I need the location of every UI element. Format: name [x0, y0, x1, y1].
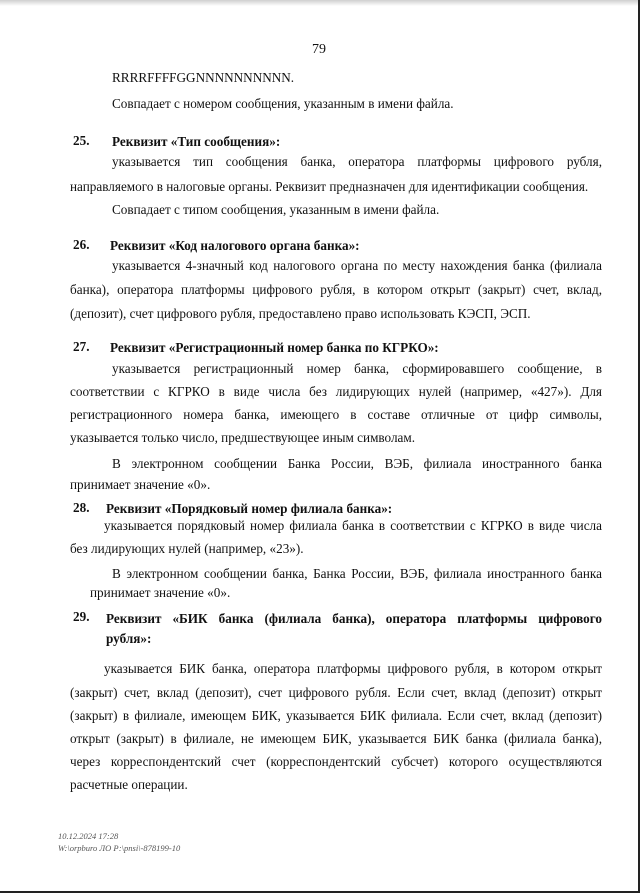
- paragraph-line: указывается регистрационный номер банка, сформировавшего сообщение, в: [112, 361, 602, 376]
- section-title-continued: рубля»:: [106, 631, 152, 646]
- section-title: Реквизит «Порядковый номер филиала банка»:: [106, 501, 393, 516]
- paragraph-line: указывается 4-значный код налогового органа по месту нахождения банка (филиала: [112, 258, 602, 273]
- section-title: Реквизит «Код налогового органа банка»:: [110, 238, 360, 253]
- paragraph-line: (депозит), счет цифрового рубля, предоставлено право использовать КЭСП, ЭСП.: [70, 306, 531, 321]
- paragraph-line: расчетные операции.: [70, 777, 188, 792]
- paragraph-line: указывается порядковый номер филиала банка в соответствии с КГРКО в виде числа: [104, 518, 602, 533]
- section-title: Реквизит «Тип сообщения»:: [112, 134, 281, 149]
- footer-timestamp: 10.12.2024 17:28: [58, 831, 119, 841]
- paragraph-line: (закрыт) счет, вклад (депозит), счет цифрового рубля. Если счет, вклад (депозит) открыт: [70, 685, 602, 700]
- section-number: 28.: [73, 500, 90, 515]
- paragraph-line: без лидирующих нулей (например, «23»).: [70, 541, 304, 556]
- section-number: 29.: [73, 609, 90, 624]
- section-number: 26.: [73, 237, 90, 252]
- footer-file-path: W:\orpburo ЛО Р:\pnsi\-878199-10: [58, 843, 181, 853]
- paragraph-line: указывается только число, предшествующее иным символам.: [70, 430, 416, 445]
- message-code: RRRRFFFFGGNNNNNNNNNN.: [112, 70, 295, 85]
- page-number: 79: [312, 42, 326, 57]
- paragraph-line: регистрационного номера банка, имеющего в составе отличные от цифр символы,: [70, 407, 602, 422]
- section-number: 25.: [73, 133, 90, 148]
- section-title: Реквизит «БИК банка (филиала банка), оператора платформы цифрового: [106, 611, 602, 626]
- paragraph-line: Совпадает с типом сообщения, указанным в имени файла.: [112, 202, 440, 217]
- paragraph-line: банка), оператора платформы цифрового рубля, в котором открыт (закрыт) счет, вклад,: [70, 282, 602, 297]
- paragraph-line: принимает значение «0».: [70, 477, 211, 492]
- paragraph-line: указывается тип сообщения банка, оператора платформы цифрового рубля,: [112, 154, 602, 169]
- paragraph-line: В электронном сообщении Банка России, ВЭБ, филиала иностранного банка: [112, 456, 602, 471]
- paragraph-line: указывается БИК банка, оператора платформы цифрового рубля, в котором открыт: [104, 661, 602, 676]
- section-number: 27.: [73, 339, 90, 354]
- paragraph-line: через корреспондентский счет (корреспондентский субсчет) которого осуществляются: [70, 754, 602, 769]
- paragraph-line: принимает значение «0».: [90, 585, 231, 600]
- paragraph-line: соответствии с КГРКО в виде числа без лидирующих нулей (например, «427»). Для: [70, 384, 602, 399]
- paragraph-line: (закрыт) в филиале, имеющем БИК, указывается БИК филиала. Если счет, вклад (депозит): [70, 708, 602, 723]
- scan-edge: [0, 0, 638, 6]
- paragraph-line: открыт (закрыт) в филиале, не имеющем БИК, указывается БИК банка (филиала банка),: [70, 731, 602, 746]
- paragraph-line: направляемого в налоговые органы. Реквизит предназначен для идентификации сообщения.: [70, 179, 589, 194]
- paragraph-line: В электронном сообщении банка, Банка России, ВЭБ, филиала иностранного банка: [112, 566, 602, 581]
- section-title: Реквизит «Регистрационный номер банка по КГРКО»:: [110, 340, 439, 355]
- paragraph-line: Совпадает с номером сообщения, указанным в имени файла.: [112, 96, 454, 111]
